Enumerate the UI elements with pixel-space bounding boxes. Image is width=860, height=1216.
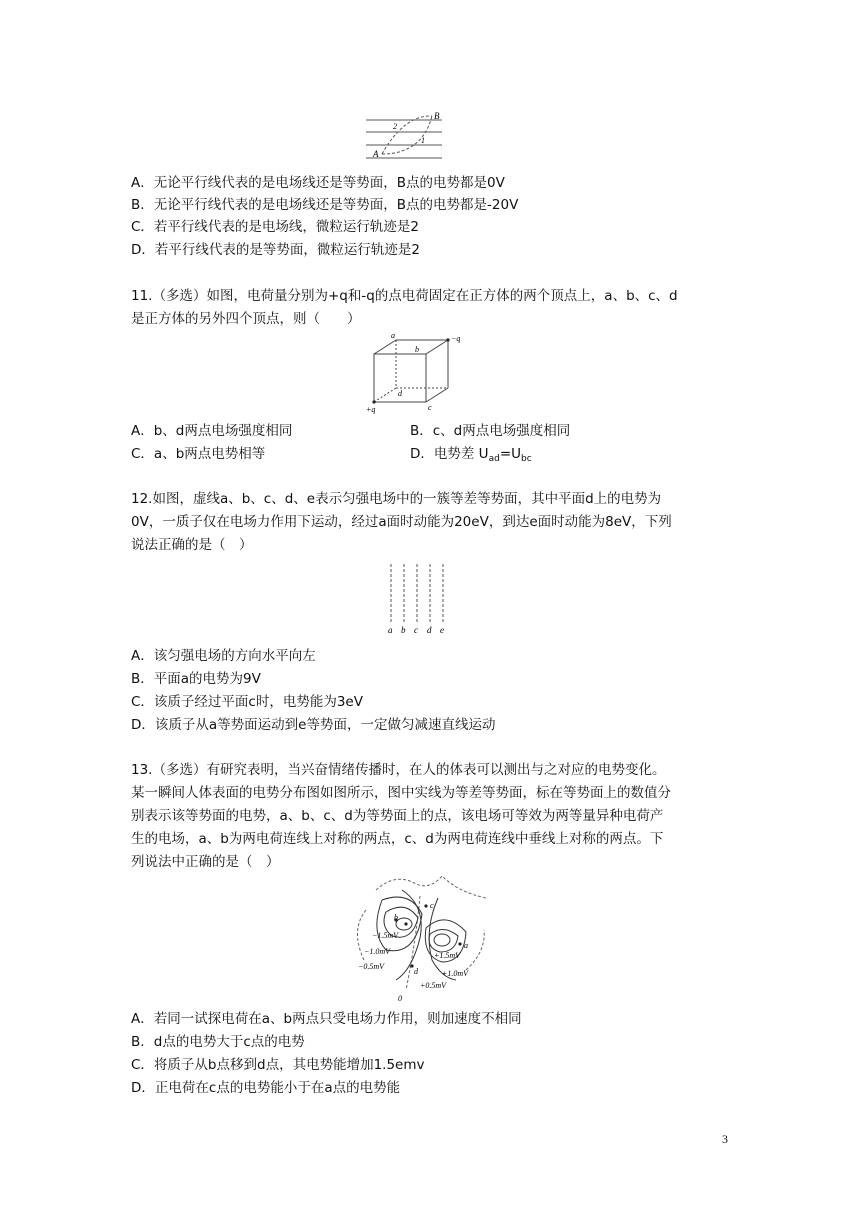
q11-label-neg-q: −q xyxy=(451,334,461,343)
q12-label-b: b xyxy=(401,625,406,635)
q10-option-c: C．若平行线代表的是电场线，微粒运行轨迹是2 xyxy=(131,219,420,235)
q10-label-1: 1 xyxy=(421,136,425,145)
q10-label-2: 2 xyxy=(393,122,397,131)
q10-figure xyxy=(364,110,454,166)
q11-option-d xyxy=(410,443,532,470)
q12-label-d: d xyxy=(427,625,432,635)
q12-option-c: C．该质子经过平面c时，电势能为3eV xyxy=(131,694,363,710)
q13-label-c: c xyxy=(430,901,434,910)
q12-option-b: B．平面a的电势为9V xyxy=(131,671,261,687)
q10-label-A: A xyxy=(373,149,379,159)
q13-label-b: b xyxy=(394,913,398,922)
q12-stem-line2: 0V，一质子仅在电场力作用下运动，经过a面时动能为20eV，到达e面时动能为8eV，下列 xyxy=(131,514,672,530)
q11-option-c: C．a、b两点电势相等 xyxy=(131,446,266,462)
q11-cube-figure xyxy=(360,332,470,414)
q12-label-c: c xyxy=(414,625,418,635)
q12-label-a: a xyxy=(388,625,393,635)
q13-option-b: B．d点的电势大于c点的电势 xyxy=(131,1034,305,1050)
q11-option-a: A．b、d两点电场强度相同 xyxy=(131,423,293,439)
q13-stem-line3: 别表示该等势面的电势，a、b、c、d为等势面上的点，该电场可等效为两等量异种电荷产 xyxy=(131,808,664,824)
q13-option-a: A．若同一试探电荷在a、b两点只受电场力作用，则加速度不相同 xyxy=(131,1011,522,1027)
q13-label-m15: −1.5mV xyxy=(372,931,399,940)
q13-label-a: a xyxy=(464,941,468,950)
q11-label-c: c xyxy=(428,403,432,412)
q13-label-m10: −1.0mV xyxy=(364,947,391,956)
q12-option-a: A．该匀强电场的方向水平向左 xyxy=(131,648,316,664)
q11-option-b: B．c、d两点电场强度相同 xyxy=(410,423,571,439)
q10-option-a: A．无论平行线代表的是电场线还是等势面，B点的电势都是0V xyxy=(131,175,505,191)
q13-stem-line5: 列说法中正确的是（ ） xyxy=(131,854,280,870)
q13-stem-line2: 某一瞬间人体表面的电势分布图如图所示，图中实线为等差等势面，标在等势面上的数值分 xyxy=(131,785,671,801)
q10-option-b: B．无论平行线代表的是电场线还是等势面，B点的电势都是-20V xyxy=(131,197,519,213)
q12-equipotential-figure xyxy=(380,562,460,636)
q11-label-a: a xyxy=(391,332,395,340)
q10-label-B: B xyxy=(434,111,440,121)
q11-option-d-sub1: ad xyxy=(488,454,500,464)
q12-stem-line3: 说法正确的是（ ） xyxy=(131,537,253,553)
q11-stem-line1: 11.（多选）如图，电荷量分别为+q和-q的点电荷固定在正方体的两个顶点上，a、b、c、d xyxy=(131,288,678,304)
q12-label-e: e xyxy=(440,625,444,635)
q11-option-d-prefix: D．电势差 U xyxy=(410,446,489,462)
q13-label-m05: −0.5mV xyxy=(358,962,385,971)
q11-option-d-sub2: bc xyxy=(521,454,532,464)
page-number: 3 xyxy=(722,1132,728,1146)
q12-option-d: D．该质子从a等势面运动到e等势面，一定做匀减速直线运动 xyxy=(131,717,496,733)
q13-label-zero: 0 xyxy=(398,994,402,1003)
q13-stem-line4: 生的电场，a、b为两电荷连线上对称的两点，c、d为两电荷连线中垂线上对称的两点。下 xyxy=(131,831,664,847)
q12-stem-line1: 12.如图，虚线a、b、c、d、e表示匀强电场中的一簇等差等势面，其中平面d上的电势为 xyxy=(131,491,662,507)
q13-stem-line1: 13.（多选）有研究表明，当兴奋情绪传播时，在人的体表可以测出与之对应的电势变化。 xyxy=(131,762,666,778)
q11-label-d: d xyxy=(398,389,402,398)
q11-stem-line2: 是正方体的另外四个顶点，则（ ） xyxy=(131,311,361,327)
q13-option-d: D．正电荷在c点的电势能小于在a点的电势能 xyxy=(131,1080,401,1096)
q13-label-d: d xyxy=(414,967,418,976)
q11-option-d-mid: =U xyxy=(499,446,522,462)
q13-label-p10: +1.0mV xyxy=(442,969,469,978)
q13-option-c: C．将质子从b点移到d点，其电势能增加1.5emv xyxy=(131,1057,425,1073)
q11-label-b: b xyxy=(415,345,419,354)
q13-label-p05: +0.5mV xyxy=(420,981,447,990)
q13-label-p15: +1.5mV xyxy=(434,951,461,960)
q10-option-d: D．若平行线代表的是等势面，微粒运行轨迹是2 xyxy=(131,242,420,258)
q13-potential-map-figure xyxy=(346,870,494,1004)
q11-label-pos-q: +q xyxy=(366,405,376,414)
